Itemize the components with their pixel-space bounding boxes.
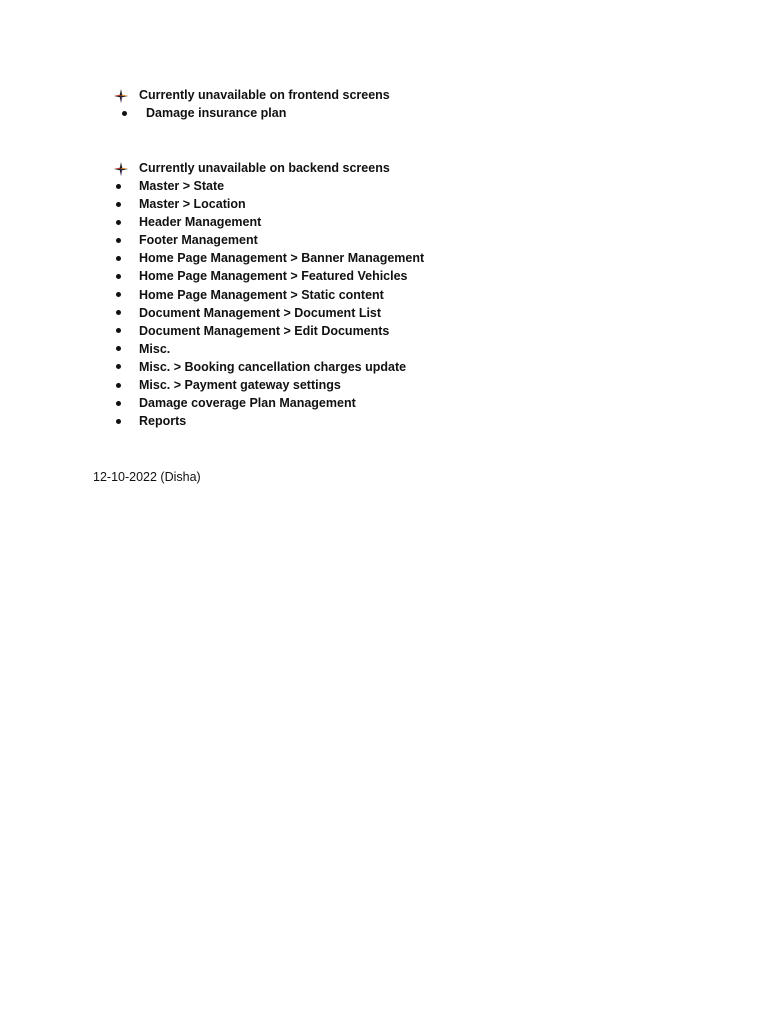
list-item-text: Home Page Management > Banner Management [139, 251, 425, 266]
list-item-text: Misc. [139, 341, 171, 356]
round-bullet-icon [116, 274, 121, 279]
frontend-heading: Currently unavailable on frontend screens [139, 88, 390, 102]
list-item [0, 376, 768, 394]
date-note: 12-10-2022 (Disha) [93, 470, 201, 484]
list-item [0, 104, 768, 122]
round-bullet-icon [116, 202, 121, 207]
round-bullet-icon [116, 238, 121, 243]
list-item [0, 231, 768, 249]
list-item [0, 322, 768, 340]
list-item-text: Damage insurance plan [146, 106, 287, 120]
round-bullet-icon [116, 401, 121, 406]
frontend-section [0, 86, 768, 122]
backend-list [0, 177, 768, 430]
list-item [0, 195, 768, 213]
round-bullet-icon [116, 184, 121, 189]
round-bullet-icon [116, 256, 121, 261]
list-item-text: Document Management > Edit Documents [139, 323, 390, 338]
list-item-text: Damage coverage Plan Management [139, 396, 356, 411]
backend-heading: Currently unavailable on backend screens [139, 161, 390, 175]
list-item-text: Document Management > Document List [139, 305, 382, 320]
list-item-text: Reports [139, 414, 187, 429]
list-item [0, 304, 768, 322]
list-item [0, 394, 768, 412]
list-item-text: Misc. > Booking cancellation charges update [139, 359, 407, 374]
list-item [0, 177, 768, 195]
list-item [0, 249, 768, 267]
frontend-list [0, 104, 768, 122]
list-item [0, 267, 768, 285]
list-item [0, 358, 768, 376]
backend-heading-row [0, 159, 768, 177]
frontend-heading-row [0, 86, 768, 104]
round-bullet-icon [116, 383, 121, 388]
list-item [0, 340, 768, 358]
list-item-text: Home Page Management > Static content [139, 287, 384, 302]
list-item-text: Home Page Management > Featured Vehicles [139, 269, 408, 284]
round-bullet-icon [116, 220, 121, 225]
list-item-text: Header Management [139, 215, 262, 230]
list-item [0, 412, 768, 430]
list-item [0, 213, 768, 231]
list-item-text: Master > State [139, 179, 225, 193]
round-bullet-icon [116, 310, 121, 315]
backend-section [0, 159, 768, 430]
round-bullet-icon [122, 111, 127, 116]
list-item-text: Misc. > Payment gateway settings [139, 378, 341, 393]
four-point-star-bullet-icon [114, 162, 128, 176]
round-bullet-icon [116, 346, 121, 351]
four-point-star-bullet-icon [114, 89, 128, 103]
round-bullet-icon [116, 364, 121, 369]
list-item [0, 286, 768, 304]
list-item-text: Footer Management [139, 233, 258, 248]
round-bullet-icon [116, 419, 121, 424]
round-bullet-icon [116, 292, 121, 297]
list-item-text: Master > Location [139, 197, 246, 212]
round-bullet-icon [116, 328, 121, 333]
